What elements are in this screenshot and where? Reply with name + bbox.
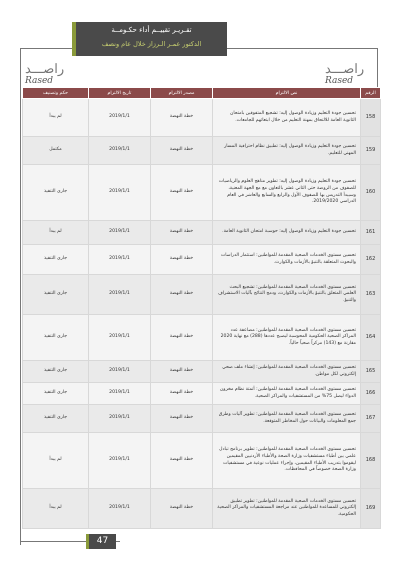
row-commitment: تحسين مستوى الخدمات الصحية المقدمة للمواطنين: أتمتة نظام مخزون الدواء ليصل 75% من المستشفيات والمراكز الصحية. [213,383,361,405]
row-date: 2019/1/1 [89,165,151,221]
header-status: حكم وتصنيف [23,88,89,99]
table-row [23,221,381,245]
row-status: جاري التنفيذ [23,361,89,383]
row-number: 165 [361,361,381,383]
row-number: 164 [361,315,381,361]
row-date: 2019/1/1 [89,245,151,275]
table-row [23,137,381,165]
frame-line-top-right [227,48,377,49]
row-date: 2019/1/1 [89,489,151,529]
table-row [23,315,381,361]
row-commitment: تحسين مستوى الخدمات الصحية المقدمة للمواطنين: تشجيع البحث العلمي المتعلق بالتنبؤ بالأزمات والكوارث، ودمج النتائج بآليات الاستشراف والتنبؤ. [213,275,361,315]
row-source: خطة النهضة [151,433,213,489]
header-source: مصدر الالتزام [151,88,213,99]
page-number: 47 [86,534,116,549]
row-source: خطة النهضة [151,383,213,405]
row-commitment: تحسين مستوى الخدمات الصحية المقدمة للمواطنين: استثمار الدراسات والبحوث المتعلقة بالتنبؤ بالأزمات والكوارث. [213,245,361,275]
report-title: تقـريـر تقييــم أداء حكـومــة [111,26,192,34]
report-subtitle: الدكتور عمـر الـرزاز خلال عام ونصف [101,40,202,48]
row-date: 2019/1/1 [89,433,151,489]
row-date: 2019/1/1 [89,275,151,315]
table-row [23,405,381,433]
report-title-banner [72,22,227,56]
row-date: 2019/1/1 [89,361,151,383]
row-number: 161 [361,221,381,245]
row-status: لم يبدأ [23,221,89,245]
table-row [23,433,381,489]
row-number: 163 [361,275,381,315]
row-number: 160 [361,165,381,221]
row-source: خطة النهضة [151,99,213,137]
row-source: خطة النهضة [151,275,213,315]
commitments-table [22,87,381,529]
row-date: 2019/1/1 [89,383,151,405]
row-date: 2019/1/1 [89,137,151,165]
row-source: خطة النهضة [151,221,213,245]
rased-logo-latin: Rased [25,76,54,86]
header-number: الرقم [361,88,381,99]
row-number: 166 [361,383,381,405]
row-date: 2019/1/1 [89,99,151,137]
row-status: جاري التنفيذ [23,275,89,315]
header-date: تاريخ الالتزام [89,88,151,99]
row-source: خطة النهضة [151,489,213,529]
row-date: 2019/1/1 [89,405,151,433]
row-number: 158 [361,99,381,137]
row-status: جاري التنفيذ [23,383,89,405]
table-row [23,275,381,315]
row-status: جاري التنفيذ [23,405,89,433]
row-date: 2019/1/1 [89,315,151,361]
row-number: 159 [361,137,381,165]
table-header-row [23,88,381,99]
row-commitment: تحسين جودة التعليم وزيادة الوصول إليه: تطوير مناهج العلوم والرياضيات للصفوف من الروضة حتى الثاني عشر بالتعاون مع مع الجهة المعنية، وسيبدأ التدريس بها للصفوف الأول والرابع والسابع والعاشر في العام الدراسي 2019/2020. [213,165,361,221]
frame-line-left [20,48,21,545]
row-status: جاري التنفيذ [23,165,89,221]
row-source: خطة النهضة [151,245,213,275]
row-commitment: تحسين مستوى الخدمات الصحية المقدمة للمواطنين: تطوير آليات وطرق جمع المعلومات والبيانات حول المخاطر المتوقعة. [213,405,361,433]
row-source: خطة النهضة [151,361,213,383]
rased-logo-arabic: راصـــد [325,62,365,77]
row-commitment: تحسين مستوى الخدمات الصحية المقدمة للمواطنين: تطوير برنامج تبادل علمي بين أطباء مستشفيات وزارة الصحة والأطباء الأردنيين المقيمين ليقوموا بتدريب الأطباء المقيمين، وإجراء عمليات نوعية في مستشفيات وزارة الصحة خصوصاً في المحافظات. [213,433,361,489]
table-row [23,165,381,221]
row-source: خطة النهضة [151,137,213,165]
row-commitment: تحسين جودة التعليم وزيادة الوصول إليه: تطبيق نظام احترافية المسار المهني للتعليم. [213,137,361,165]
row-number: 168 [361,433,381,489]
row-status: لم يبدأ [23,489,89,529]
row-date: 2019/1/1 [89,221,151,245]
row-source: خطة النهضة [151,405,213,433]
table-row [23,99,381,137]
row-number: 162 [361,245,381,275]
frame-line-top-left [20,48,72,49]
row-status: لم يبدأ [23,433,89,489]
row-status: مكتمل [23,137,89,165]
rased-logo-left [25,62,65,86]
rased-logo-right [325,62,365,86]
row-number: 167 [361,405,381,433]
row-number: 169 [361,489,381,529]
table-row [23,245,381,275]
row-commitment: تحسين مستوى الخدمات الصحية المقدمة للمواطنين: تطوير تطبيق إلكتروني للمساعدة للمواطنين عند مراجعة المستشفيات والمراكز الصحية الحكومية. [213,489,361,529]
row-commitment: تحسين جودة التعليم وزيادة الوصول إليه: تشجيع المتفوقين بامتحان الثانوية العامة للالتحاق بمهنة التعليم من خلال ابتعاثهم للجامعات. [213,99,361,137]
rased-logo-arabic: راصـــد [25,62,65,77]
row-commitment: تحسين جودة التعليم وزيادة الوصول إليه: حوسبة امتحان الثانوية العامة. [213,221,361,245]
row-commitment: تحسين مستوى الخدمات الصحية المقدمة للمواطنين: إنشاء ملف صحي إلكتروني لكل مواطن. [213,361,361,383]
row-commitment: تحسين مستوى الخدمات الصحية المقدمة للمواطنين: مضاعفة عدد المراكز الصحية الحكومية المحوسبة ليصبح عددها (288) مع نهاية 2020 مقارنة مع (143) مركزاً صحياً حالياً. [213,315,361,361]
rased-logo-latin: Rased [325,76,354,86]
table-row [23,361,381,383]
table-row [23,383,381,405]
row-source: خطة النهضة [151,165,213,221]
table-row [23,489,381,529]
row-status: جاري التنفيذ [23,245,89,275]
row-status: جاري التنفيذ [23,315,89,361]
row-source: خطة النهضة [151,315,213,361]
header-commitment: نص الالتزام [213,88,361,99]
row-status: لم يبدأ [23,99,89,137]
